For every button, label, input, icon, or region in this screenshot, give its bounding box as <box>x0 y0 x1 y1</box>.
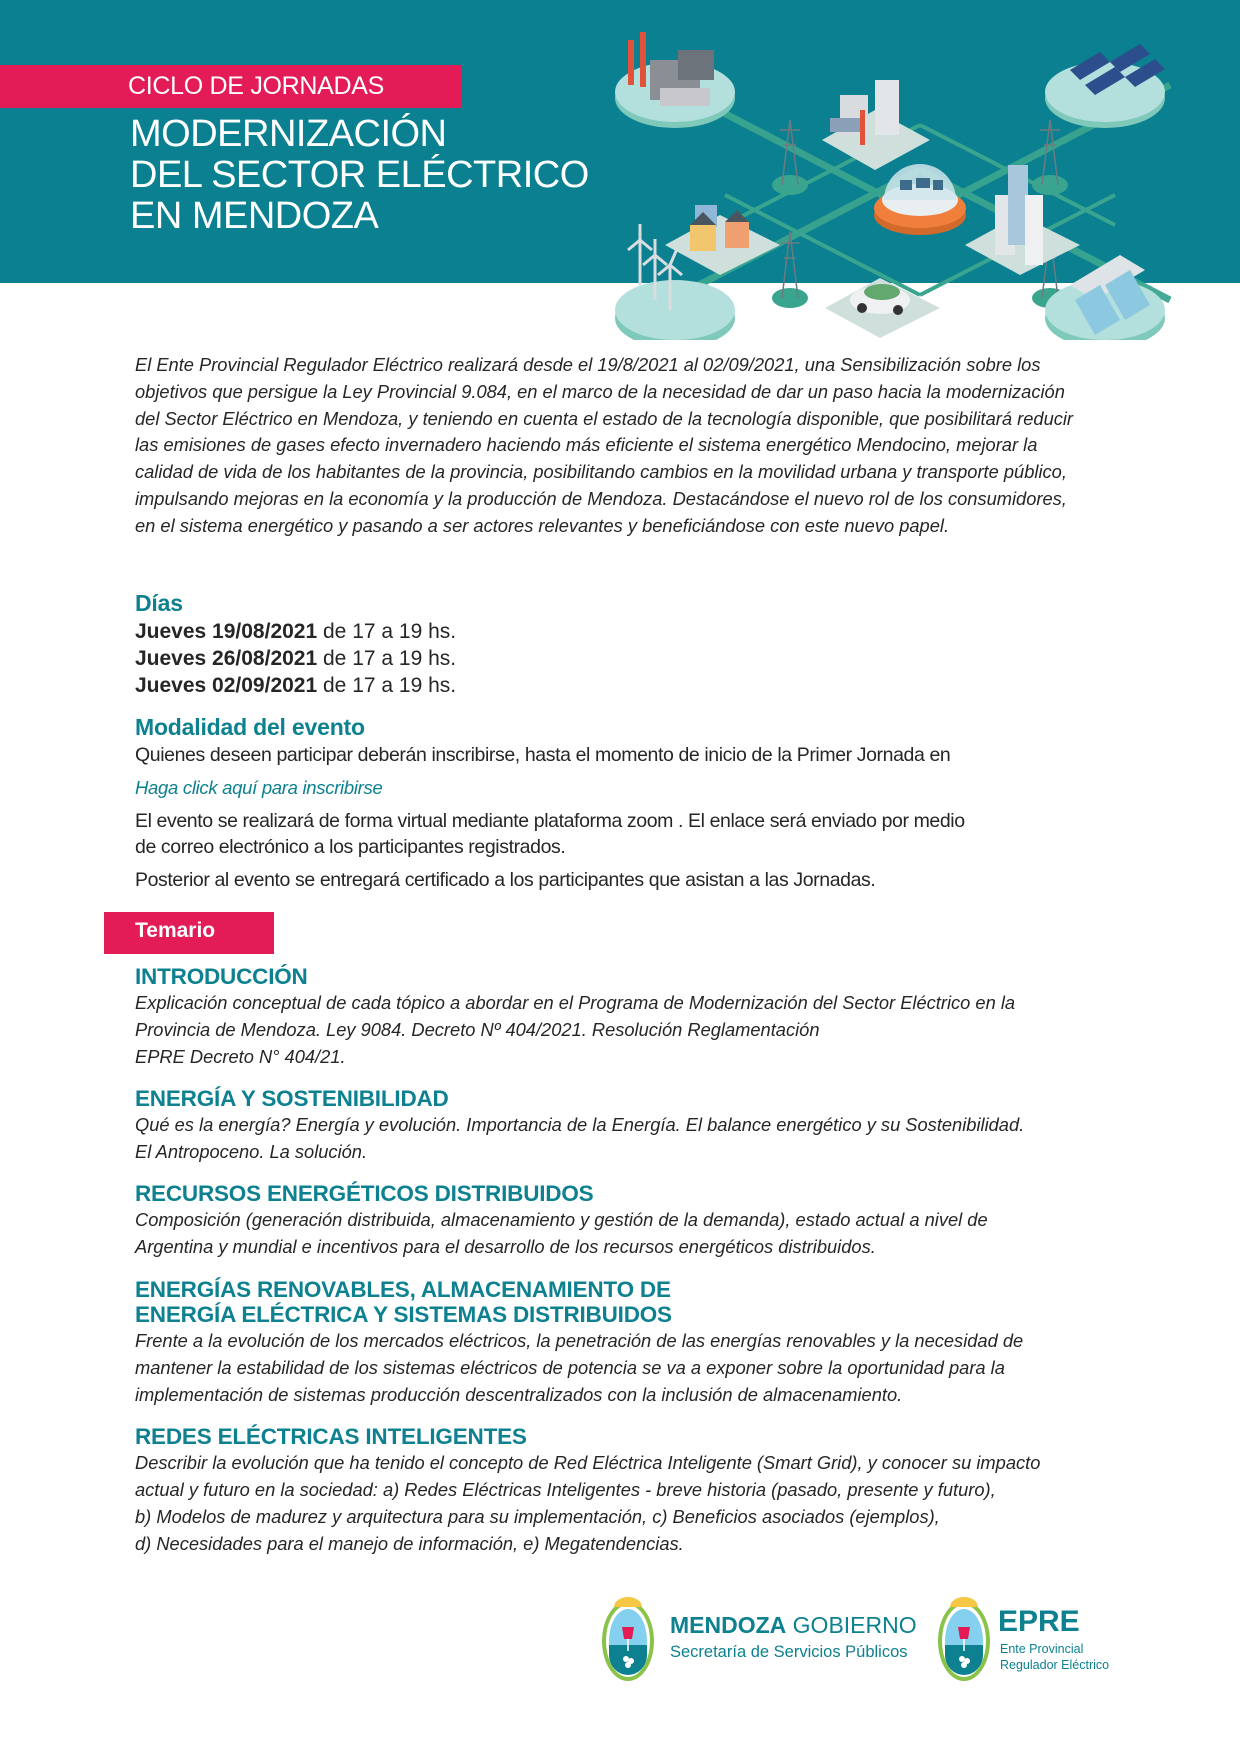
power-plant-icon <box>615 32 735 128</box>
intro-paragraph <box>135 352 1115 540</box>
certificate-text: Posterior al evento se entregará certificado a los participantes que asistan a las Jornadas. <box>135 869 876 891</box>
day-date: Jueves 26/08/2021 <box>135 647 318 670</box>
gov-name-rest: GOBIERNO <box>786 1612 917 1638</box>
control-center-icon <box>874 164 966 235</box>
topic-desc-line: Explicación conceptual de cada tópico a abordar en el Programa de Modernización del Sector Eléctrico en la <box>135 992 1016 1013</box>
registration-text: Quienes deseen participar deberán inscribirse, hasta el momento de inicio de la Primer Jornada en <box>135 744 951 766</box>
topic-desc-line: actual y futuro en la sociedad: a) Redes Eléctricas Inteligentes - breve historia (pasado, presente y futuro), <box>135 1479 996 1500</box>
topic-desc-line: mantener la estabilidad de los sistemas eléctricos de potencia se va a exponer sobre la oportunidad para la <box>135 1357 1005 1378</box>
day-date: Jueves 02/09/2021 <box>135 674 318 697</box>
title-line: EN MENDOZA <box>130 195 379 237</box>
topic-title: ENERGÍA Y SOSTENIBILIDAD <box>135 1086 449 1111</box>
topic-title: INTRODUCCIÓN <box>135 964 308 989</box>
day-time: de 17 a 19 hs. <box>317 674 457 697</box>
epre-name: EPRE <box>998 1605 1080 1638</box>
topic-desc-line: El Antropoceno. La solución. <box>135 1141 368 1162</box>
day-item <box>135 647 456 671</box>
electric-car-icon <box>825 278 940 338</box>
temario-label: Temario <box>135 919 216 942</box>
intro-line: en el sistema energético y pasando a ser actores relevantes y beneficiándose con este nuevo papel. <box>135 514 950 536</box>
solar-panel-icon <box>1045 44 1165 128</box>
topic-desc-line: Argentina y mundial e incentivos para el desarrollo de los recursos energéticos distribuidos. <box>135 1236 876 1257</box>
modality-heading: Modalidad del evento <box>135 714 365 740</box>
topic-title: REDES ELÉCTRICAS INTELIGENTES <box>135 1424 527 1449</box>
day-time: de 17 a 19 hs. <box>317 647 457 670</box>
epre-subtitle <box>1000 1641 1109 1673</box>
day-date: Jueves 19/08/2021 <box>135 620 318 643</box>
topic-desc-line: EPRE Decreto N° 404/21. <box>135 1046 346 1067</box>
topic-title: ENERGÍAS RENOVABLES, ALMACENAMIENTO DE <box>135 1277 671 1302</box>
day-time: de 17 a 19 hs. <box>317 620 457 643</box>
topic-desc-line: Provincia de Mendoza. Ley 9084. Decreto Nº 404/2021. Resolución Reglamentación <box>135 1019 820 1040</box>
virtual-text-line: de correo electrónico a los participantes registrados. <box>135 836 566 858</box>
epre-subtitle-line: Ente Provincial <box>1000 1642 1084 1656</box>
intro-line: del Sector Eléctrico en Mendoza, y teniendo en cuenta el estado de la tecnología disponible, que posibilitará reducir <box>135 407 1074 429</box>
mendoza-shield-icon <box>600 1595 656 1683</box>
days-heading: Días <box>135 590 183 616</box>
intro-line: impulsando mejoras en la economía y la producción de Mendoza. Destacándose el nuevo rol de los consumidores, <box>135 487 1067 509</box>
topic-desc-line: Describir la evolución que ha tenido el concepto de Red Eléctrica Inteligente (Smart Grid), y conocer su impacto <box>135 1452 1041 1473</box>
topic-title: RECURSOS ENERGÉTICOS DISTRIBUIDOS <box>135 1181 594 1206</box>
intro-line: las emisiones de gases efecto invernadero haciendo más eficiente el sistema energético Mendocino, mejorar la <box>135 434 1038 456</box>
topic-desc-line: Qué es la energía? Energía y evolución. Importancia de la Energía. El balance energético y su Sostenibilidad. <box>135 1114 1025 1135</box>
title-line: MODERNIZACIÓN <box>130 113 447 155</box>
cycle-label: CICLO DE JORNADAS <box>128 72 385 100</box>
topic-desc-line: Composición (generación distribuida, almacenamiento y gestión de la demanda), estado actual a nivel de <box>135 1209 988 1230</box>
gov-name <box>670 1612 917 1639</box>
epre-subtitle-line: Regulador Eléctrico <box>1000 1658 1110 1672</box>
gov-name-bold: MENDOZA <box>670 1612 787 1638</box>
smart-grid-illustration <box>600 0 1240 340</box>
factory-icon <box>822 80 930 170</box>
topic-desc-line: implementación de sistemas producción descentralizados con la inclusión de almacenamiento. <box>135 1384 903 1405</box>
topic-title: ENERGÍA ELÉCTRICA Y SISTEMAS DISTRIBUIDOS <box>135 1302 672 1327</box>
title-line: DEL SECTOR ELÉCTRICO <box>130 154 589 196</box>
topic-desc-line: b) Modelos de madurez y arquitectura para su implementación, c) Beneficios asociados (ejemplos), <box>135 1506 940 1527</box>
mendoza-shield-icon <box>936 1595 992 1683</box>
intro-line: El Ente Provincial Regulador Eléctrico realizará desde el 19/8/2021 al 02/09/2021, una Sensibilización sobre los <box>135 354 1041 375</box>
day-item <box>135 620 456 644</box>
intro-line: calidad de vida de los habitantes de la provincia, posibilitando cambios en la movilidad urbana y transporte público, <box>135 461 1067 483</box>
hydro-dam-icon <box>1045 255 1165 340</box>
day-item <box>135 674 456 698</box>
gov-subtitle: Secretaría de Servicios Públicos <box>670 1643 908 1661</box>
virtual-text-line: El evento se realizará de forma virtual mediante plataforma zoom . El enlace será enviado por medio <box>135 810 965 832</box>
topic-desc-line: d) Necesidades para el manejo de información, e) Megatendencias. <box>135 1533 684 1554</box>
topic-desc-line: Frente a la evolución de los mercados eléctricos, la penetración de las energías renovables y la necesidad de <box>135 1330 1024 1351</box>
page-title <box>130 114 589 237</box>
intro-line: objetivos que persigue la Ley Provincial 9.084, en el marco de la necesidad de dar un paso hacia la modernización <box>135 380 1065 402</box>
register-link[interactable]: Haga click aquí para inscribirse <box>135 777 383 798</box>
